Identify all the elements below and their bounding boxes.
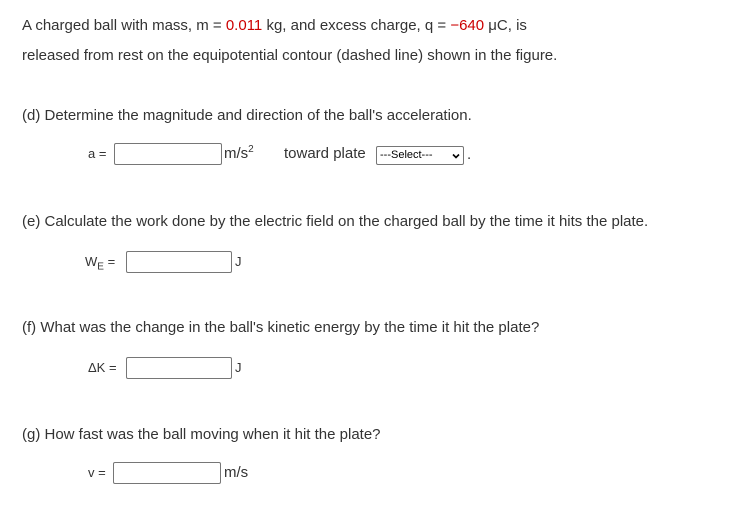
kinetic-energy-unit: J (235, 360, 242, 375)
question-g: (g) How fast was the ball moving when it hit the plate? (22, 426, 381, 443)
question-e: (e) Calculate the work done by the electric field on the charged ball by the time it hits the plate. (22, 213, 649, 230)
work-label (85, 253, 115, 271)
unit-exponent: 2 (248, 144, 254, 155)
acceleration-input[interactable] (114, 143, 222, 165)
charge-value: −640 (450, 17, 485, 34)
delta-k-label: ΔK = (88, 360, 117, 375)
chevron-down-icon (451, 151, 461, 161)
unit-text: m/s (224, 145, 249, 162)
velocity-label: v = (88, 465, 106, 480)
trailing-period: . (467, 146, 472, 163)
mass-value: 0.011 (225, 17, 263, 34)
direction-label: toward plate (284, 145, 366, 162)
work-unit: J (235, 254, 242, 269)
question-d: (d) Determine the magnitude and direction of the ball's acceleration. (22, 107, 472, 124)
select-value: ---Select--- (380, 149, 433, 161)
kinetic-energy-input[interactable] (126, 357, 232, 379)
plate-direction-select[interactable] (376, 146, 464, 165)
question-f: (f) What was the change in the ball's kinetic energy by the time it hit the plate? (22, 319, 540, 336)
velocity-unit: m/s (224, 464, 249, 481)
label-subscript: E (97, 261, 104, 273)
intro-text: kg, and excess charge, q = (262, 17, 451, 34)
intro-text: μC, is (484, 17, 527, 34)
intro-text: A charged ball with mass, m = (22, 17, 226, 34)
work-input[interactable] (126, 251, 232, 273)
label-text: W (85, 254, 98, 269)
acceleration-label: a = (88, 146, 107, 161)
acceleration-unit (224, 144, 254, 164)
velocity-input[interactable] (113, 462, 221, 484)
problem-intro-line-1 (22, 16, 527, 36)
label-equals: = (107, 254, 116, 269)
problem-intro-line-2: released from rest on the equipotential contour (dashed line) shown in the figure. (22, 47, 558, 64)
